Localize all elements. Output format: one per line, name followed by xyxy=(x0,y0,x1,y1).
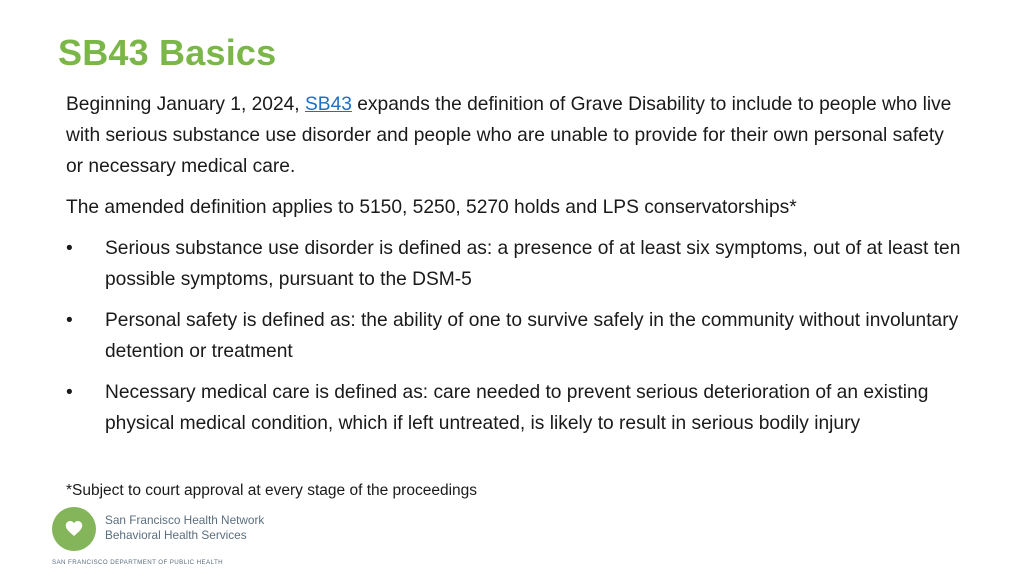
intro-paragraph xyxy=(66,89,966,182)
list-item xyxy=(66,377,966,439)
logo-wordmark xyxy=(105,513,264,543)
page-title: SB43 Basics xyxy=(58,32,277,73)
logo-circle xyxy=(52,507,96,551)
intro-text-before: Beginning January 1, 2024, xyxy=(66,94,305,115)
slide-body xyxy=(66,89,966,449)
heart-icon xyxy=(65,520,83,537)
amended-definition: The amended definition applies to 5150, 5250, 5270 holds and LPS conservatorships* xyxy=(66,197,797,218)
sfhn-logo xyxy=(50,505,270,571)
bullet-text: Serious substance use disorder is defined as: a presence of at least six symptoms, out of at least ten possible symptoms, pursuant to the DSM-5 xyxy=(105,238,961,290)
bullet-marker: • xyxy=(66,382,73,403)
bullet-marker: • xyxy=(66,310,73,331)
list-item xyxy=(66,305,966,367)
logo-department: SAN FRANCISCO DEPARTMENT OF PUBLIC HEALTH xyxy=(52,559,223,566)
bullet-marker: • xyxy=(66,238,73,259)
definition-list xyxy=(66,233,966,439)
bullet-text: Necessary medical care is defined as: care needed to prevent serious deterioration of an existing physical medical condition, which if left untreated, is likely to result in serious bodily injury xyxy=(105,382,929,434)
logo-line-network: San Francisco Health Network xyxy=(105,513,265,527)
intro-text-after: expands the definition of Grave Disability to include to people who live with serious substance use disorder and people who are unable to provide for their own personal safety or necessary medical care. xyxy=(66,94,952,177)
footnote: *Subject to court approval at every stage of the proceedings xyxy=(66,482,477,499)
sb43-link[interactable]: SB43 xyxy=(304,94,352,115)
bullet-text: Personal safety is defined as: the ability of one to survive safely in the community without involuntary detention or treatment xyxy=(105,310,959,362)
logo-line-services: Behavioral Health Services xyxy=(105,528,247,542)
list-item xyxy=(66,233,966,295)
